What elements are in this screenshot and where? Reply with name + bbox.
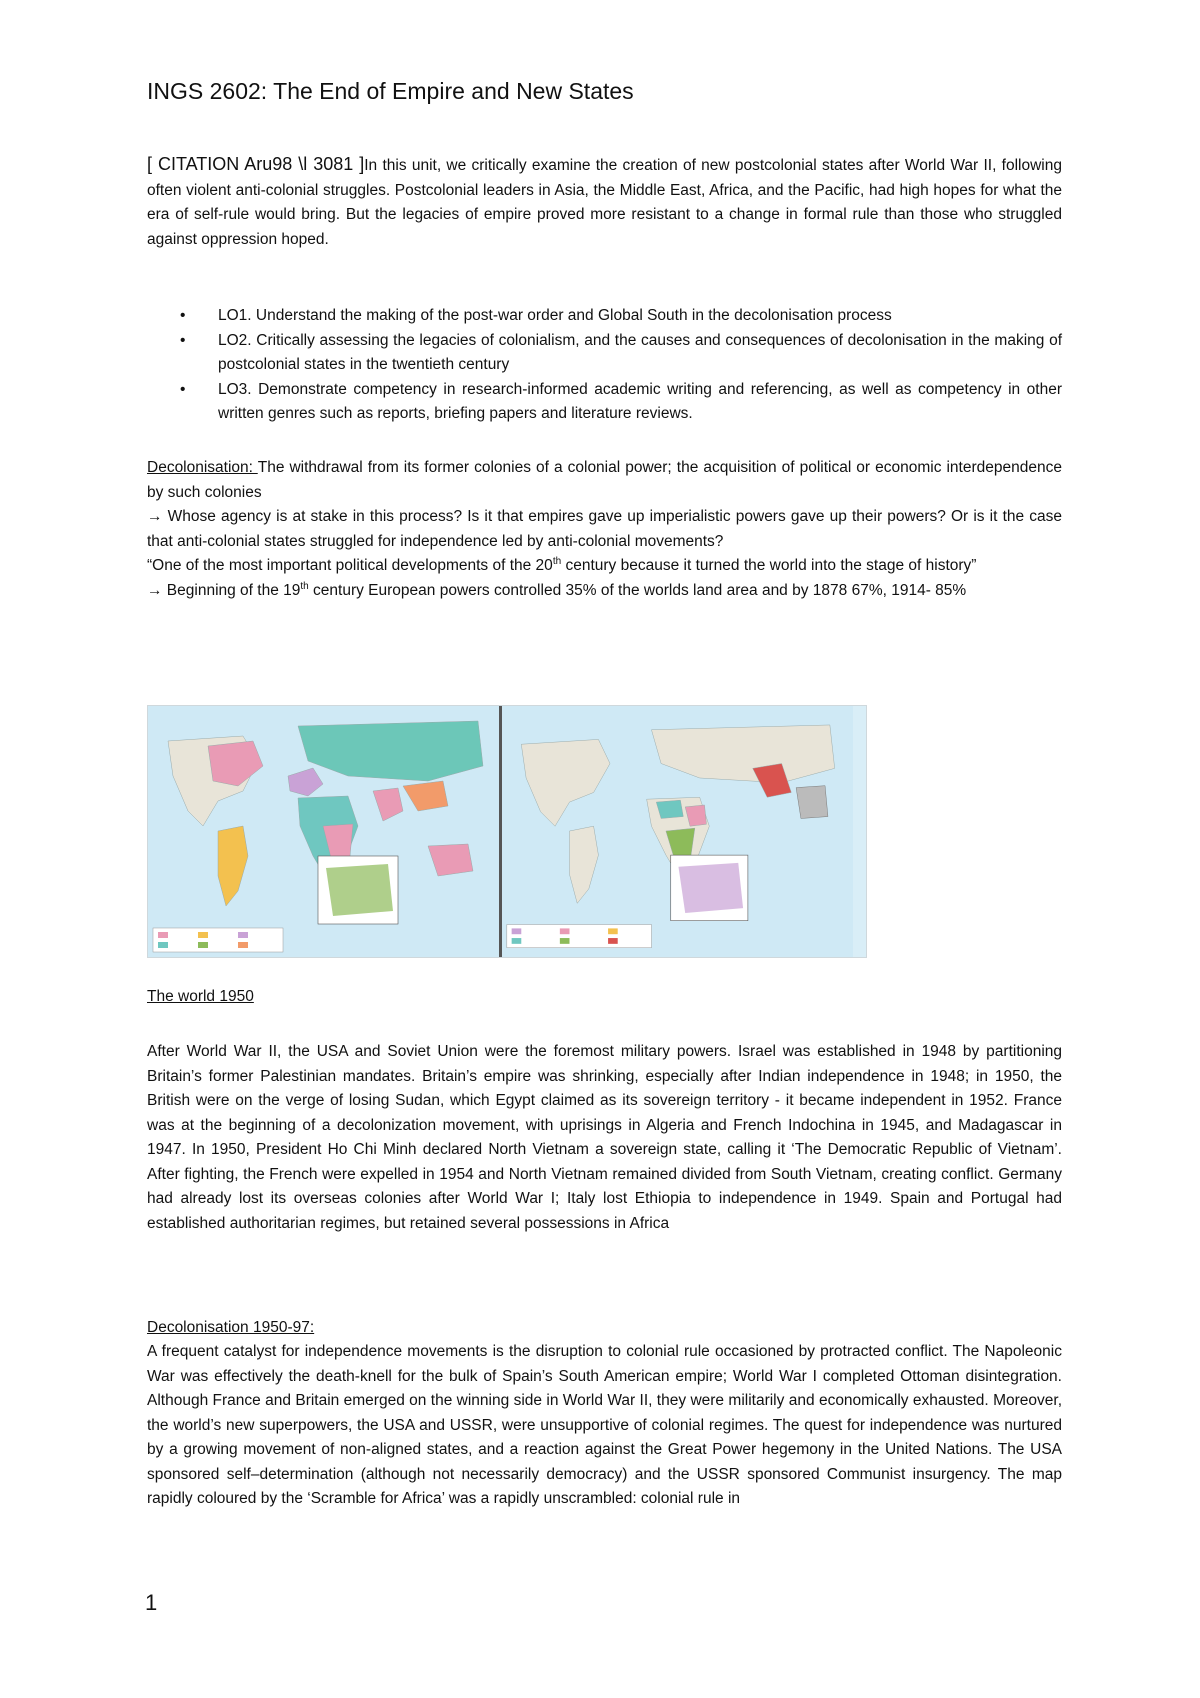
- decolonisation-definition: [147, 456, 1062, 505]
- arrow-right-icon: →: [147, 581, 163, 599]
- empire-maps-figure: [147, 705, 867, 958]
- fact-text-b: century European powers controlled 35% of the worlds land area and by 1878 67%, 1914- 85%: [308, 581, 967, 599]
- decolonisation-1950-97-heading: Decolonisation 1950-97:: [147, 1319, 315, 1336]
- quote-superscript: th: [552, 555, 562, 567]
- list-item: [180, 378, 1062, 427]
- world-map-1914: [148, 706, 499, 957]
- quote-text-a: “One of the most important political developments of the 20: [147, 557, 553, 574]
- learning-outcome-3: LO3. Demonstrate competency in research-informed academic writing and referencing, as well as competency in other written genres such as reports, briefing papers and literature reviews.: [218, 380, 1062, 422]
- world-1950-heading: The world 1950: [147, 988, 254, 1005]
- decolonisation-1950-97-heading-block: [147, 1316, 1062, 1341]
- quote-text-b: century because it turned the world into the stage of history”: [561, 557, 977, 574]
- agency-question: [147, 505, 1062, 554]
- decolonisation-1950-97-paragraph: A frequent catalyst for independence movements is the disruption to colonial rule occasioned by protracted conflict. The Napoleonic War was effectively the death-knell for the bulk of Spain’s South American empire; World War I completed Ottoman disintegration. Although France and Britain emerged on the winning side in World War II, they were militarily and economically exhausted. Moreover, the world’s new superpowers, the USA and USSR, were unsupportive of colonial regimes. The quest for independence was nurtured by a growing movement of non-aligned states, and a reaction against the Great Power hegemony in the United Nations. The USA sponsored self–determination (although not necessarily democracy) and the USSR sponsored Communist insurgency. The map rapidly coloured by the ‘Scramble for Africa’ was a rapidly unscrambled: colonial rule in: [147, 1343, 1062, 1507]
- learning-outcomes-list: [180, 304, 1062, 427]
- decolonisation-heading: Decolonisation:: [147, 459, 258, 476]
- list-item: [180, 329, 1062, 378]
- intro-text: In this unit, we critically examine the creation of new postcolonial states after World War II, following often violent anti-colonial struggles. Postcolonial leaders in Asia, the Middle East, Africa, and the Pacific, had high hopes for what the era of self-rule would bring. But the legacies of empire proved more resistant to a change in formal rule than those who struggled against oppression hoped.: [147, 157, 1062, 248]
- learning-outcome-1: LO1. Understand the making of the post-war order and Global South in the decolonisation process: [218, 307, 892, 324]
- citation-field: [ CITATION Aru98 \l 3081 ]: [147, 154, 365, 174]
- bullet-icon: •: [180, 380, 186, 398]
- definition-text: The withdrawal from its former colonies of a colonial power; the acquisition of political or economic interdependence by such colonies: [147, 459, 1062, 501]
- bullet-icon: •: [180, 307, 186, 324]
- fact-text-a: Beginning of the 19: [162, 581, 301, 599]
- learning-outcome-2: LO2. Critically assessing the legacies of colonialism, and the causes and consequences of decolonisation in the making of postcolonial states in the twentieth century: [218, 331, 1062, 373]
- fact-superscript: th: [300, 580, 309, 592]
- world-map-1950: [502, 706, 853, 957]
- arrow-right-icon: →: [147, 508, 163, 525]
- list-item: [180, 304, 1062, 329]
- question-text: Whose agency is at stake in this process? Is it that empires gave up imperialistic powers gave up their powers? Or is it the case that anti-colonial states struggled for independence led by anti-colonial movements?: [147, 508, 1062, 550]
- world-1950-heading-block: [147, 985, 1062, 1010]
- quote: [147, 554, 1062, 579]
- world-1950-paragraph: After World War II, the USA and Soviet Union were the foremost military powers. Israel was established in 1948 by partitioning Britain’s former Palestinian mandates. Britain’s empire was shrinking, especially after Indian independence in 1948; in 1950, the British were on the verge of losing Sudan, which Egypt claimed as its sovereign territory - it became independent in 1952. France was at the beginning of a decolonization movement, with uprisings in Algeria and French Indochina in 1945, and Madagascar in 1947. In 1950, President Ho Chi Minh declared North Vietnam a sovereign state, calling it ‘The Democratic Republic of Vietnam’. After fighting, the French were expelled in 1954 and North Vietnam remained divided from South Vietnam, creating conflict. Germany had already lost its overseas colonies after World War I; Italy lost Ethiopia to independence in 1949. Spain and Portugal had established authoritarian regimes, but retained several possessions in Africa: [147, 1043, 1062, 1232]
- bullet-icon: •: [180, 331, 186, 349]
- decolonisation-section: [147, 456, 1062, 603]
- page-number: 1: [145, 1590, 158, 1615]
- land-control-fact: [147, 579, 1062, 604]
- document-title: INGS 2602: The End of Empire and New States: [147, 78, 634, 104]
- intro-paragraph: [147, 152, 1062, 252]
